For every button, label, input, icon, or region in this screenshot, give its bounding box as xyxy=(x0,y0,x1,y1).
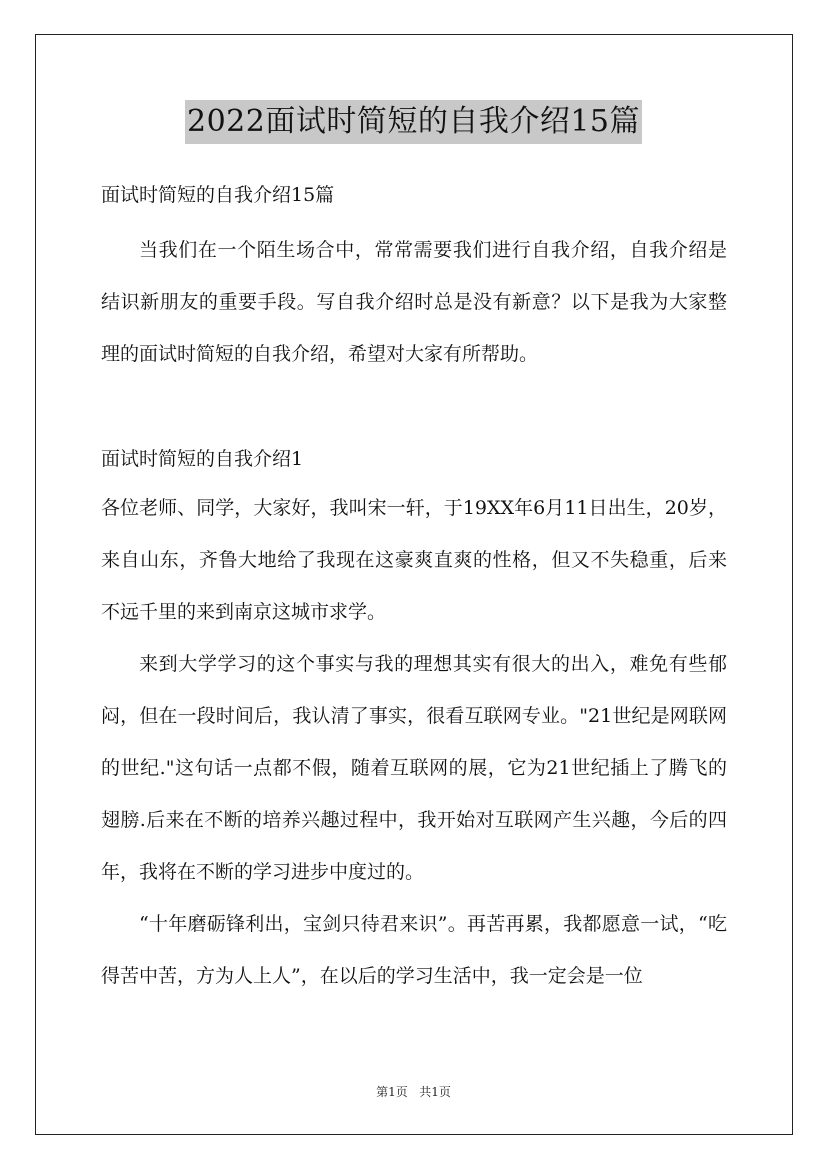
document-subtitle: 面试时简短的自我介绍15篇 xyxy=(101,184,335,206)
page-total: 共1页 xyxy=(419,1085,451,1099)
document-title: 2022面试时简短的自我介绍15篇 xyxy=(185,100,642,144)
section-heading: 面试时简短的自我介绍1 xyxy=(101,448,304,470)
spacer xyxy=(101,380,727,436)
page-footer xyxy=(0,1083,827,1100)
section-paragraph-1: 各位老师、同学，大家好，我叫宋一轩，于19XX年6月11日出生，20岁，来自山东，齐鲁大地给了我现在这豪爽直爽的性格，但又不失稳重，后来不远千里的来到南京这城市求学。 xyxy=(101,497,727,623)
intro-paragraph: 当我们在一个陌生场合中，常常需要我们进行自我介绍，自我介绍是结识新朋友的重要手段。写自我介绍时总是没有新意？以下是我为大家整理的面试时简短的自我介绍，希望对大家有所帮助。 xyxy=(101,239,727,365)
section-paragraph-2: 来到大学学习的这个事实与我的理想其实有很大的出入，难免有些郁闷，但在一段时间后，我认清了事实，很看互联网专业。"21世纪是网联网的世纪."这句话一点都不假，随着互联网的展，它为21世纪插上了腾飞的翅膀.后来在不断的培养兴趣过程中，我开始对互联网产生兴趣，今后的四年，我将在不断的学习进步中度过的。 xyxy=(101,653,727,883)
document-body xyxy=(101,172,727,1002)
page-number: 第1页 xyxy=(376,1085,408,1099)
title-container xyxy=(0,100,827,144)
section-paragraph-3: “十年磨砺锋利出，宝剑只待君来识”。再苦再累，我都愿意一试，“吃得苦中苦，方为人上人”，在以后的学习生活中，我一定会是一位 xyxy=(101,913,727,987)
